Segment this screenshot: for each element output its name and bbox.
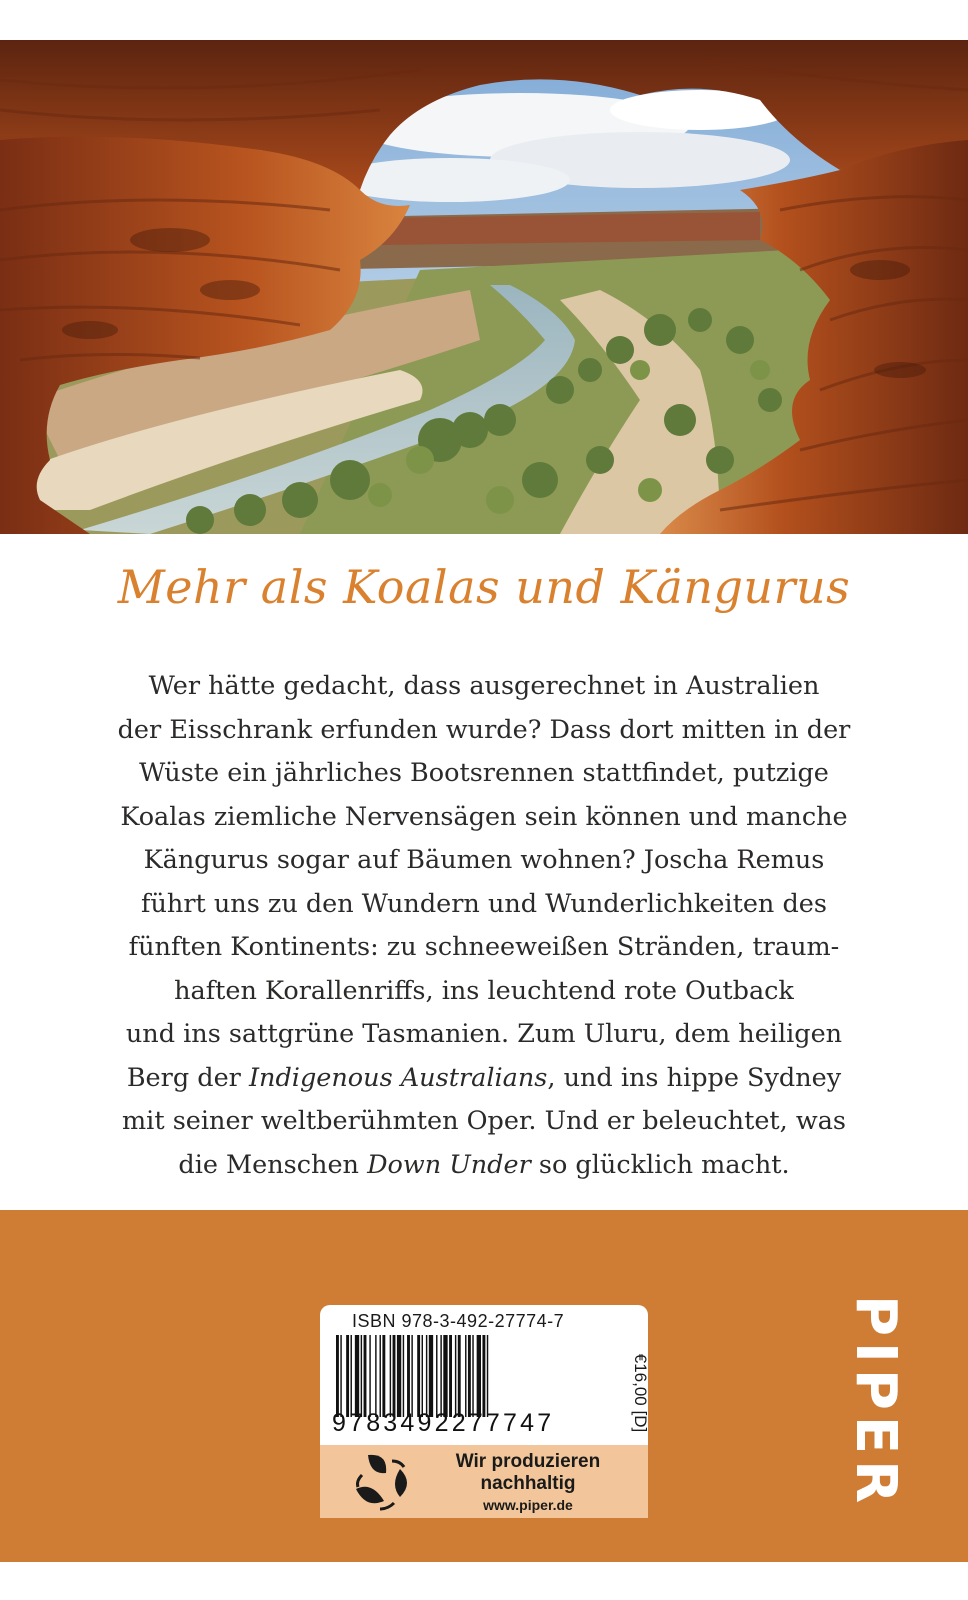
blurb-line — [60, 883, 908, 927]
publisher-url: www.piper.de — [483, 1497, 573, 1513]
ean-digits: 9783492277747 — [332, 1409, 555, 1437]
blurb-fragment: fünften Kontinents: zu schneeweißen Stränden, traum- — [128, 932, 840, 962]
blurb-fragment: mit seiner weltberühmten Oper. Und er beleuchtet, was — [122, 1106, 846, 1136]
blurb-fragment: Kängurus sogar auf Bäumen wohnen? Joscha Remus — [143, 845, 825, 875]
blurb-line — [60, 796, 908, 840]
blurb-italic-fragment: Down Under — [367, 1149, 531, 1180]
eco-label-line2: nachhaltig — [480, 1473, 576, 1494]
blurb-line — [60, 1057, 908, 1101]
barcode-bars — [332, 1335, 602, 1417]
blurb-italic-fragment: Indigenous Australians — [248, 1062, 548, 1093]
blurb-fragment: Berg der — [126, 1062, 249, 1093]
blurb-line — [60, 1144, 908, 1188]
footer-band — [0, 1210, 968, 1562]
blurb-fragment: der Eisschrank erfunden wurde? Dass dort mitten in der — [117, 714, 851, 745]
blurb-fragment: haften Korallenriffs, ins leuchtend rote Outback — [174, 975, 794, 1006]
headline: Mehr als Koalas und Kängurus — [117, 560, 851, 614]
blurb-fragment: die Menschen — [178, 1149, 368, 1180]
publisher-logo — [840, 1295, 910, 1510]
publisher-name: PIPER — [843, 1295, 908, 1510]
blurb-line — [60, 839, 908, 883]
blurb-line — [60, 1013, 908, 1057]
price-label: €16,00 [D] — [631, 1353, 650, 1433]
recycle-leaves-icon — [348, 1451, 418, 1513]
eco-label-line1: Wir produzieren — [455, 1451, 601, 1472]
blurb-line — [60, 709, 908, 753]
blurb-fragment: führt uns zu den Wundern und Wunderlichkeiten des — [141, 888, 827, 919]
barcode-card — [320, 1305, 648, 1518]
blurb-fragment: so glücklich macht. — [530, 1149, 790, 1180]
blurb-text — [60, 665, 908, 1187]
gorge-photo-illustration — [0, 40, 968, 534]
blurb-fragment: und ins sattgrüne Tasmanien. Zum Uluru, dem heiligen — [125, 1019, 843, 1049]
blurb-line — [60, 970, 908, 1014]
blurb-fragment: Koalas ziemliche Nervensägen sein können und manche — [120, 801, 848, 832]
blurb-line — [60, 926, 908, 970]
cover-photo — [0, 40, 968, 534]
blurb-fragment: Wer hätte gedacht, dass ausgerechnet in Australien — [148, 671, 820, 701]
blurb-line — [60, 1100, 908, 1144]
blurb-line — [60, 752, 908, 796]
blurb-fragment: Wüste ein jährliches Bootsrennen stattfindet, putzige — [139, 758, 829, 788]
blurb-fragment: , und ins hippe Sydney — [547, 1062, 842, 1093]
eco-label — [320, 1445, 648, 1518]
isbn-text: ISBN 978-3-492-27774-7 — [352, 1311, 565, 1331]
blurb-line — [60, 665, 908, 709]
